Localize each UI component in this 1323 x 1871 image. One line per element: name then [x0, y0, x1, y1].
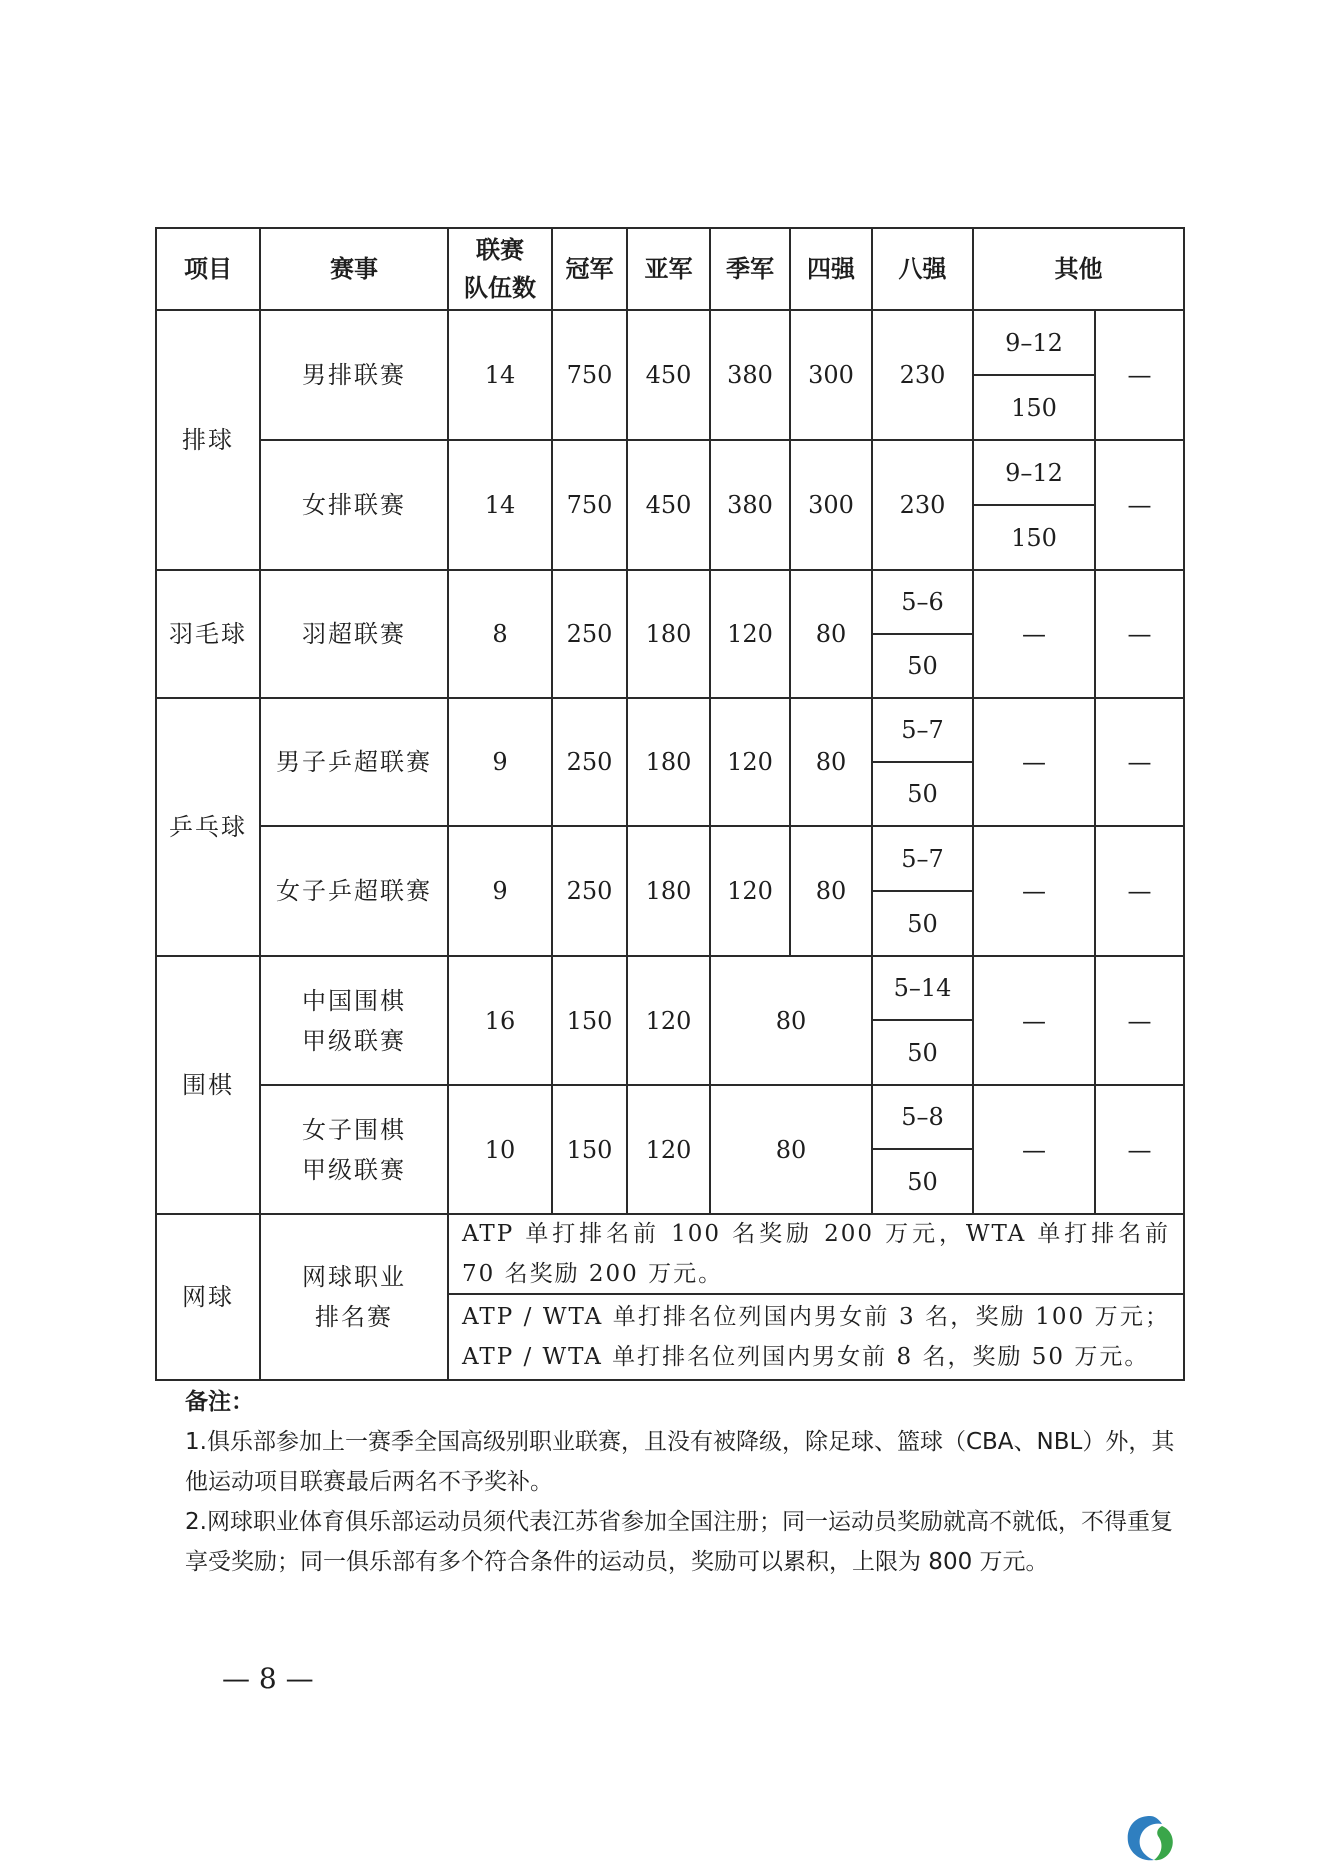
cell-top8-range: 5–7	[901, 716, 944, 744]
event-name-line1: 中国围棋	[302, 986, 406, 1015]
event-name-line2: 排名赛	[315, 1303, 393, 1331]
cell-other-dash: —	[1127, 491, 1152, 519]
cell-other-dash: —	[1127, 748, 1152, 776]
cell-champion: 250	[566, 620, 613, 648]
cell-teams: 10	[484, 1135, 516, 1164]
cell-other-dash: —	[1127, 1006, 1152, 1035]
cell-champion: 150	[566, 1135, 613, 1164]
cell-top4: 80	[815, 748, 847, 776]
header-top4: 四强	[807, 255, 855, 283]
logo-icon	[1122, 1812, 1178, 1864]
cell-runner-up: 180	[645, 620, 692, 648]
header-sport: 项目	[184, 255, 232, 283]
cell-champion: 150	[566, 1006, 613, 1035]
header-third: 季军	[726, 255, 774, 283]
header-teams-line2: 队伍数	[464, 274, 536, 302]
cell-top4: 300	[808, 361, 854, 389]
cell-other-dash: —	[1022, 1135, 1046, 1164]
event-name	[260, 1085, 448, 1214]
tennis-rule-1: ATP 单打排名前 100 名奖励 200 万元，WTA 单打排名前 70 名奖励 200 万元。	[462, 1221, 1170, 1287]
cell-top4: 80	[815, 877, 847, 905]
cell-other-dash: —	[1127, 620, 1152, 648]
cell-third: 120	[727, 877, 773, 905]
sport-badminton: 羽毛球	[169, 620, 247, 648]
header-event: 赛事	[330, 255, 378, 283]
cell-third: 120	[727, 748, 773, 776]
note-1: 1.俱乐部参加上一赛季全国高级别职业联赛，且没有被降级，除足球、篮球（CBA、NBL）外，其他运动项目联赛最后两名不予奖补。	[185, 1429, 1175, 1495]
cell-teams: 14	[484, 491, 516, 519]
header-champion: 冠军	[565, 255, 614, 283]
cell-top8-amount: 50	[907, 780, 938, 808]
cell-teams: 16	[484, 1006, 516, 1035]
notes-section	[185, 1382, 1185, 1582]
header-teams	[448, 228, 552, 310]
cell-top4: 300	[808, 491, 854, 519]
cell-third-top4: 80	[775, 1006, 807, 1035]
cell-other-amount: 150	[1011, 523, 1057, 552]
cell-other-dash: —	[1022, 877, 1046, 905]
cell-runner-up: 120	[645, 1135, 692, 1164]
event-name	[260, 1214, 448, 1380]
sport-go: 围棋	[182, 1071, 234, 1099]
cell-top8-amount: 50	[907, 652, 938, 680]
sport-table-tennis: 乒乓球	[169, 813, 247, 841]
event-name-line2: 甲级联赛	[302, 1155, 406, 1184]
event-name: 男排联赛	[302, 361, 406, 389]
page-number: — 8 —	[222, 1662, 314, 1695]
cell-other-dash: —	[1127, 877, 1152, 905]
cell-champion: 250	[566, 877, 613, 905]
event-name-line1: 女子围棋	[302, 1115, 406, 1144]
cell-runner-up: 180	[645, 877, 692, 905]
cell-teams: 9	[492, 748, 508, 776]
cell-runner-up: 450	[645, 361, 692, 389]
event-name	[260, 956, 448, 1085]
cell-third: 380	[727, 361, 773, 389]
cell-top8-range: 5–6	[901, 588, 944, 616]
event-name-line2: 甲级联赛	[302, 1026, 406, 1055]
cell-other-dash: —	[1022, 1006, 1046, 1035]
sport-tennis: 网球	[182, 1283, 234, 1311]
cell-top8: 230	[899, 491, 946, 519]
cell-top8-amount: 50	[907, 1167, 938, 1196]
cell-runner-up: 120	[645, 1006, 692, 1035]
cell-teams: 8	[492, 620, 508, 648]
cell-champion: 750	[566, 361, 613, 389]
cell-other-range: 9–12	[1005, 458, 1063, 487]
cell-top8-range: 5–8	[901, 1103, 944, 1131]
cell-top8-range: 5–7	[901, 844, 944, 873]
cell-teams: 9	[492, 877, 508, 905]
cell-third: 120	[727, 620, 773, 648]
header-teams-line1: 联赛	[476, 236, 524, 264]
cell-top8-amount: 50	[907, 909, 938, 938]
header-other: 其他	[1054, 255, 1103, 283]
cell-teams: 14	[484, 361, 516, 389]
notes-label: 备注：	[185, 1389, 254, 1415]
header-top8: 八强	[898, 255, 947, 283]
cell-top8-amount: 50	[907, 1038, 938, 1067]
event-name-line1: 网球职业	[302, 1263, 406, 1291]
cell-third-top4: 80	[775, 1135, 807, 1164]
cell-champion: 750	[566, 491, 613, 519]
cell-other-amount: 150	[1011, 393, 1057, 422]
cell-top8: 230	[899, 361, 946, 389]
cell-top4: 80	[815, 620, 847, 648]
event-name: 女排联赛	[302, 491, 406, 519]
header-runner-up: 亚军	[644, 255, 693, 283]
tennis-rule-2: ATP / WTA 单打排名位列国内男女前 3 名，奖励 100 万元；ATP / WTA 单打排名位列国内男女前 8 名，奖励 50 万元。	[462, 1304, 1170, 1370]
cell-other-range: 9–12	[1005, 328, 1063, 357]
event-name: 女子乒超联赛	[276, 877, 432, 905]
sport-volleyball: 排球	[182, 426, 234, 454]
cell-runner-up: 180	[645, 748, 692, 776]
cell-other-dash: —	[1022, 620, 1046, 648]
cell-champion: 250	[566, 748, 613, 776]
cell-other-dash: —	[1127, 1135, 1152, 1164]
cell-other-dash: —	[1127, 361, 1152, 389]
note-2: 2.网球职业体育俱乐部运动员须代表江苏省参加全国注册；同一运动员奖励就高不就低，不得重复享受奖励；同一俱乐部有多个符合条件的运动员，奖励可以累积，上限为 800 万元。	[185, 1509, 1173, 1575]
event-name: 羽超联赛	[302, 620, 406, 648]
cell-runner-up: 450	[645, 491, 692, 519]
cell-third: 380	[727, 491, 773, 519]
cell-top8-range: 5–14	[893, 974, 952, 1002]
cell-other-dash: —	[1022, 748, 1046, 776]
event-name: 男子乒超联赛	[276, 748, 432, 776]
